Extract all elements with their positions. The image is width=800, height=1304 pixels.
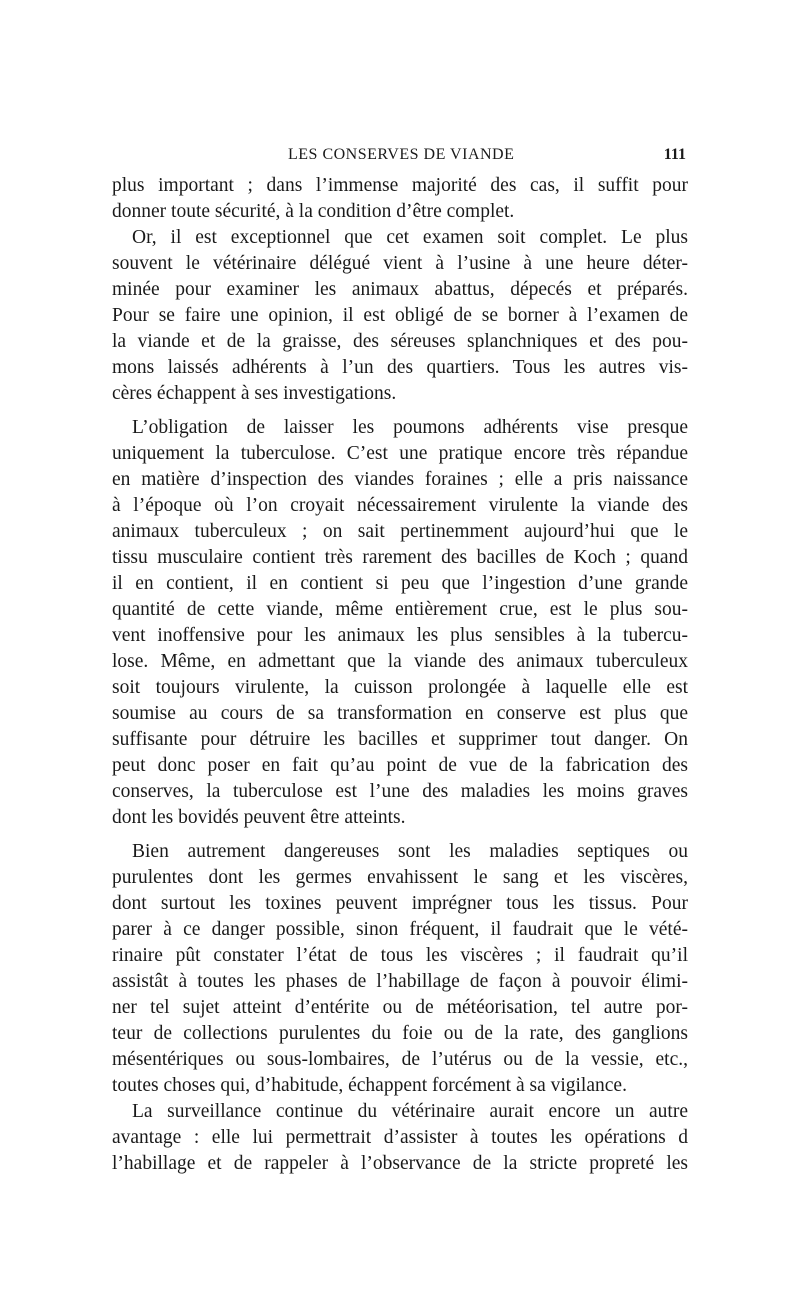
- text-line: suffisante pour détruire les bacilles et supprimer tout danger. On: [112, 729, 688, 750]
- body-text: [112, 173, 688, 1177]
- paragraph: [112, 839, 688, 1099]
- text-line: peut donc poser en fait qu’au point de vue de la fabrication des: [112, 755, 688, 776]
- text-line: tissu musculaire contient très rarement des bacilles de Koch ; quand: [112, 547, 688, 568]
- running-title: LES CONSERVES DE VIANDE: [288, 146, 515, 163]
- text-line: cères échappent à ses investigations.: [112, 383, 397, 404]
- text-line: souvent le vétérinaire délégué vient à l’usine à une heure déter-: [112, 253, 688, 274]
- text-line: plus important ; dans l’immense majorité des cas, il suffit pour: [112, 175, 688, 196]
- text-line: Pour se faire une opinion, il est obligé de se borner à l’examen de: [112, 305, 688, 326]
- text-line: animaux tuberculeux ; on sait pertinemment aujourd’hui que le: [112, 521, 688, 542]
- text-line: donner toute sécurité, à la condition d’être complet.: [112, 201, 515, 222]
- text-line: conserves, la tuberculose est l’une des maladies les moins graves: [112, 781, 688, 802]
- paragraph: [112, 1099, 688, 1177]
- text-line: dont les bovidés peuvent être atteints.: [112, 807, 406, 828]
- text-line: l’habillage et de rappeler à l’observance de la stricte propreté les: [112, 1153, 688, 1174]
- paragraph: [112, 225, 688, 407]
- page-header: [112, 146, 686, 168]
- paragraph: [112, 415, 688, 831]
- text-line: uniquement la tuberculose. C’est une pratique encore très répandue: [112, 443, 688, 464]
- text-line: il en contient, il en contient si peu que l’ingestion d’une grande: [112, 573, 688, 594]
- text-line: purulentes dont les germes envahissent le sang et les viscères,: [112, 867, 688, 888]
- text-line: parer à ce danger possible, sinon fréquent, il faudrait que le vété-: [112, 919, 688, 940]
- text-line: minée pour examiner les animaux abattus, dépecés et préparés.: [112, 279, 688, 300]
- text-line: la viande et de la graisse, des séreuses splanchniques et des pou-: [112, 331, 688, 352]
- text-line: mésentériques ou sous-lombaires, de l’utérus ou de la vessie, etc.,: [112, 1049, 688, 1070]
- text-line: Bien autrement dangereuses sont les maladies septiques ou: [132, 841, 688, 862]
- text-line: soumise au cours de sa transformation en conserve est plus que: [112, 703, 688, 724]
- text-line: mons laissés adhérents à l’un des quartiers. Tous les autres vis-: [112, 357, 688, 378]
- text-line: soit toujours virulente, la cuisson prolongée à laquelle elle est: [112, 677, 688, 698]
- text-line: ner tel sujet atteint d’entérite ou de météorisation, tel autre por-: [112, 997, 688, 1018]
- text-line: quantité de cette viande, même entièrement crue, est le plus sou-: [112, 599, 688, 620]
- text-line: en matière d’inspection des viandes foraines ; elle a pris naissance: [112, 469, 688, 490]
- text-line: à l’époque où l’on croyait nécessairement virulente la viande des: [112, 495, 688, 516]
- text-line: vent inoffensive pour les animaux les plus sensibles à la tubercu-: [112, 625, 688, 646]
- text-line: L’obligation de laisser les poumons adhérents vise presque: [132, 417, 688, 438]
- text-line: avantage : elle lui permettrait d’assister à toutes les opérations d: [112, 1127, 688, 1148]
- text-line: La surveillance continue du vétérinaire aurait encore un autre: [132, 1101, 688, 1122]
- text-line: dont surtout les toxines peuvent imprégner tous les tissus. Pour: [112, 893, 688, 914]
- text-line: teur de collections purulentes du foie ou de la rate, des ganglions: [112, 1023, 688, 1044]
- text-line: toutes choses qui, d’habitude, échappent forcément à sa vigilance.: [112, 1075, 627, 1096]
- text-line: rinaire pût constater l’état de tous les viscères ; il faudrait qu’il: [112, 945, 688, 966]
- paragraph: [112, 173, 688, 225]
- text-line: assistât à toutes les phases de l’habillage de façon à pouvoir élimi-: [112, 971, 688, 992]
- page-number: 111: [663, 146, 686, 163]
- text-line: lose. Même, en admettant que la viande des animaux tuberculeux: [112, 651, 688, 672]
- text-line: Or, il est exceptionnel que cet examen soit complet. Le plus: [132, 227, 688, 248]
